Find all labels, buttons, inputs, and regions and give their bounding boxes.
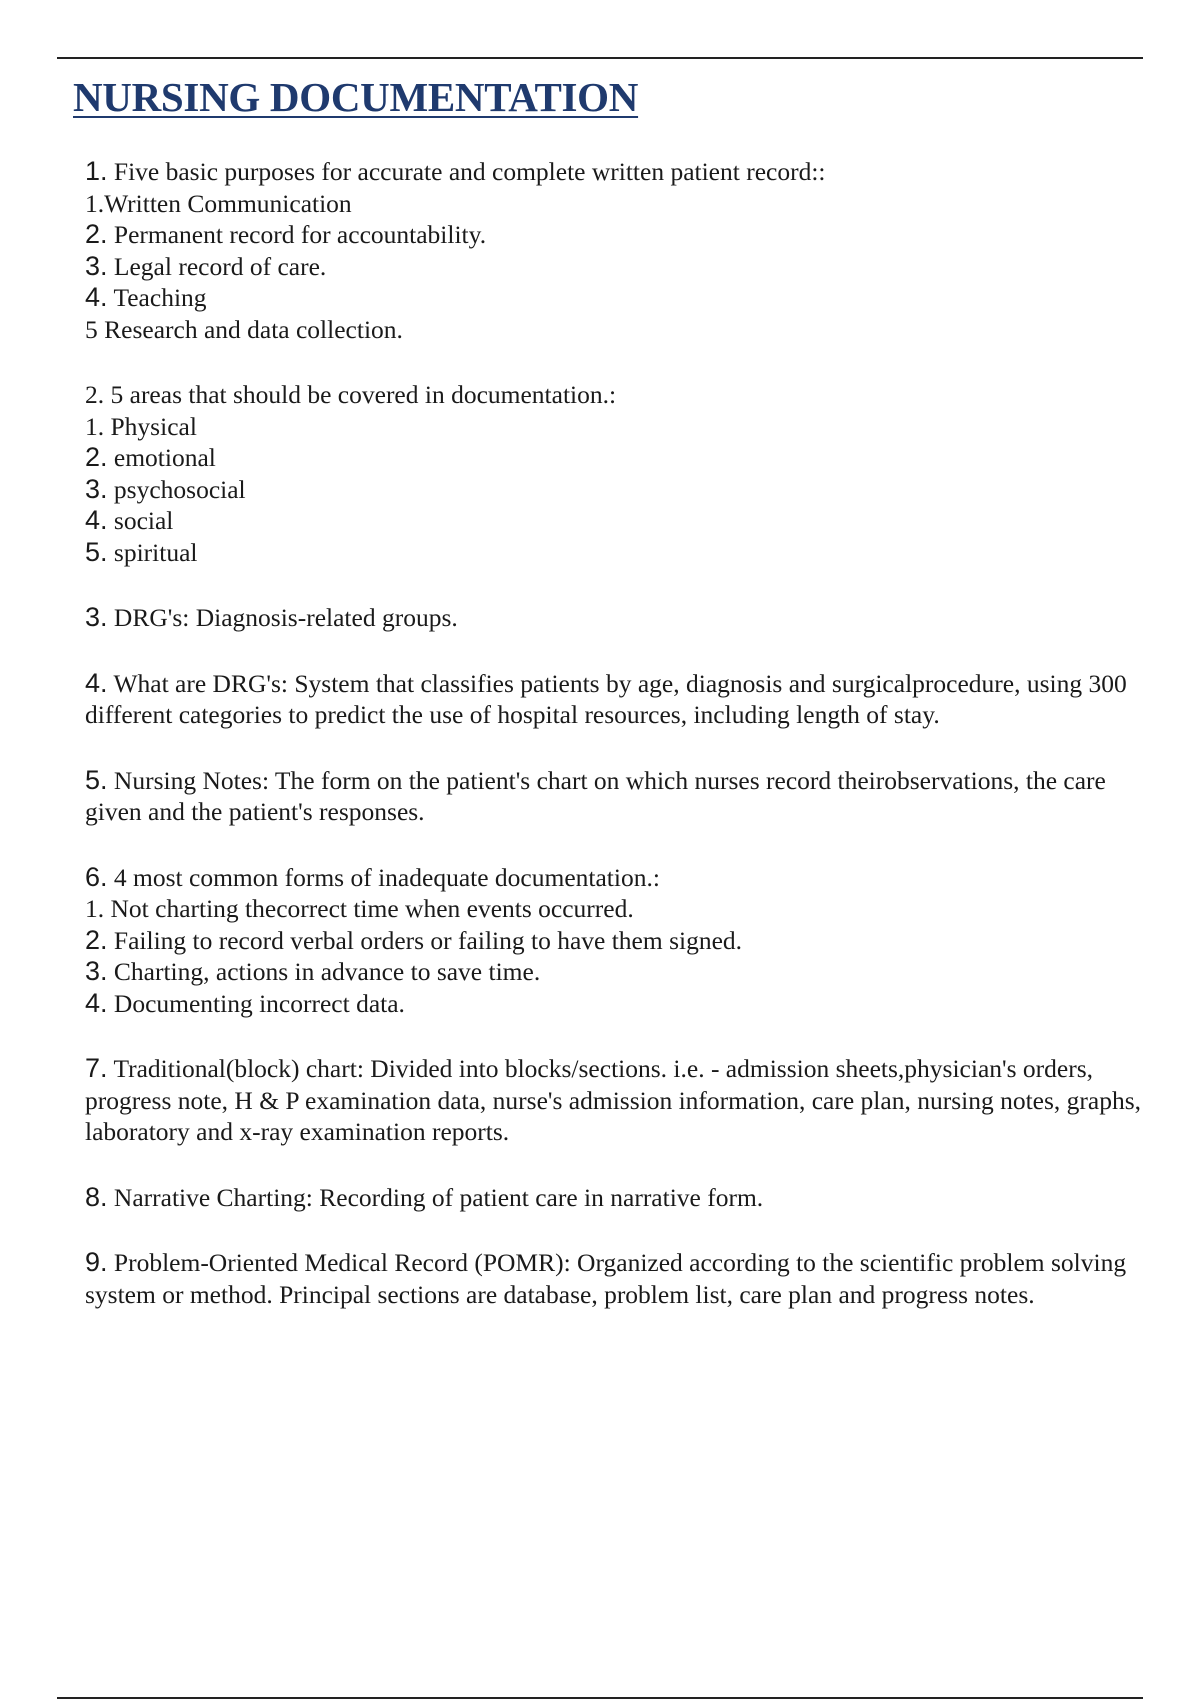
- item-text: Five basic purposes for accurate and complete written patient record::: [107, 157, 826, 186]
- item-text: Nursing Notes: The form on the patient's chart on which nurses record theirobservations, the care given and the patient's responses.: [85, 765, 1113, 826]
- section-5: [85, 765, 1145, 828]
- section-gap: [85, 731, 1145, 765]
- bottom-rule: [57, 1697, 1143, 1699]
- item-number: 2.: [85, 219, 108, 249]
- item-number: 3.: [85, 956, 108, 986]
- item-number: 4.: [85, 987, 108, 1018]
- section-gap: [85, 1148, 1145, 1182]
- list-item: [85, 379, 1145, 411]
- list-item: [85, 765, 1145, 828]
- item-text: Failing to record verbal orders or failing to have them signed.: [107, 925, 743, 955]
- item-text: DRG's: Diagnosis-related groups.: [107, 603, 458, 632]
- item-text: Research and data collection.: [97, 314, 403, 344]
- list-item: [85, 156, 1145, 188]
- item-number: 6.: [85, 861, 108, 892]
- section-gap: [85, 1019, 1145, 1053]
- item-number: 5.: [85, 764, 108, 795]
- item-text: 5 areas that should be covered in documentation.:: [104, 380, 617, 409]
- item-number: 8.: [85, 1181, 108, 1212]
- list-item: [85, 188, 1145, 220]
- section-1: [85, 156, 1145, 345]
- list-item: [85, 668, 1145, 731]
- item-number: 1.: [85, 894, 105, 923]
- list-item: [85, 988, 1145, 1020]
- list-item: [85, 442, 1145, 474]
- item-text: What are DRG's: System that classifies patients by age, diagnosis and surgicalprocedure, using 300 different categories to predict the use of hospital resources, including length of stay.: [85, 668, 1134, 729]
- section-7: [85, 1053, 1148, 1148]
- item-text: Narrative Charting: Recording of patient care in narrative form.: [107, 1182, 764, 1212]
- item-text: Physical: [104, 411, 197, 441]
- document-title: NURSING DOCUMENTATION: [73, 74, 639, 120]
- section-gap: [85, 634, 1145, 668]
- item-number: 4.: [85, 667, 108, 698]
- item-number: 5.: [85, 536, 108, 567]
- list-item: [85, 925, 1145, 957]
- list-item: [85, 862, 1145, 894]
- item-text: Charting, actions in advance to save time.: [107, 957, 541, 986]
- list-item: [85, 1182, 1145, 1214]
- list-item: [85, 474, 1145, 506]
- item-number: 1.: [85, 188, 105, 218]
- top-rule: [57, 57, 1143, 59]
- item-text: Problem-Oriented Medical Record (POMR): Organized according to the scientific problem solving system or method. Principal sections are database, problem list, care plan and progress notes.: [85, 1248, 1133, 1309]
- item-number: 4.: [85, 505, 108, 535]
- list-item: [85, 893, 1145, 925]
- item-text: 4 most common forms of inadequate documentation.:: [107, 862, 660, 892]
- item-number: 2.: [85, 924, 108, 955]
- section-3: [85, 602, 1145, 634]
- list-item: [85, 1053, 1148, 1148]
- item-number: 1.: [85, 156, 108, 186]
- item-number: 2.: [85, 380, 105, 409]
- item-text: Teaching: [107, 283, 207, 312]
- section-gap: [85, 568, 1145, 602]
- list-item: [85, 956, 1145, 988]
- list-item: [85, 411, 1145, 443]
- item-text: Written Communication: [104, 188, 352, 218]
- section-2: [85, 379, 1145, 568]
- section-4: [85, 668, 1145, 731]
- item-number: 3.: [85, 250, 108, 281]
- list-item: [85, 1247, 1145, 1310]
- item-number: 2.: [85, 442, 108, 472]
- item-text: Documenting incorrect data.: [107, 988, 405, 1018]
- list-item: [85, 314, 1145, 346]
- section-8: [85, 1182, 1145, 1214]
- list-item: [85, 282, 1145, 314]
- section-gap: [85, 345, 1145, 379]
- list-item: [85, 537, 1145, 569]
- item-number: 7.: [85, 1053, 108, 1083]
- section-gap: [85, 828, 1145, 862]
- item-number: 9.: [85, 1247, 108, 1277]
- item-text: emotional: [107, 443, 216, 472]
- section-gap: [85, 1213, 1145, 1247]
- item-number: 1.: [85, 411, 105, 441]
- item-number: 3.: [85, 473, 108, 504]
- document-body: [85, 156, 1148, 1310]
- section-6: [85, 862, 1145, 1020]
- item-number: 3.: [85, 602, 108, 632]
- item-text: Not charting thecorrect time when events occurred.: [104, 894, 634, 923]
- item-text: Permanent record for accountability.: [107, 220, 487, 249]
- list-item: [85, 219, 1145, 251]
- item-number: 5: [85, 314, 98, 344]
- list-item: [85, 505, 1145, 537]
- item-text: Legal record of care.: [107, 251, 327, 281]
- item-text: Traditional(block) chart: Divided into blocks/sections. i.e. - admission sheets,physician's orders, progress note, H & P examination data, nurse's admission information, care plan, nursing notes, graphs, laboratory and x-ray examination reports.: [85, 1054, 1148, 1146]
- list-item: [85, 602, 1145, 634]
- item-text: social: [107, 506, 174, 535]
- item-text: psychosocial: [107, 474, 246, 504]
- list-item: [85, 251, 1145, 283]
- item-text: spiritual: [107, 537, 198, 567]
- section-9: [85, 1247, 1145, 1310]
- item-number: 4.: [85, 282, 108, 312]
